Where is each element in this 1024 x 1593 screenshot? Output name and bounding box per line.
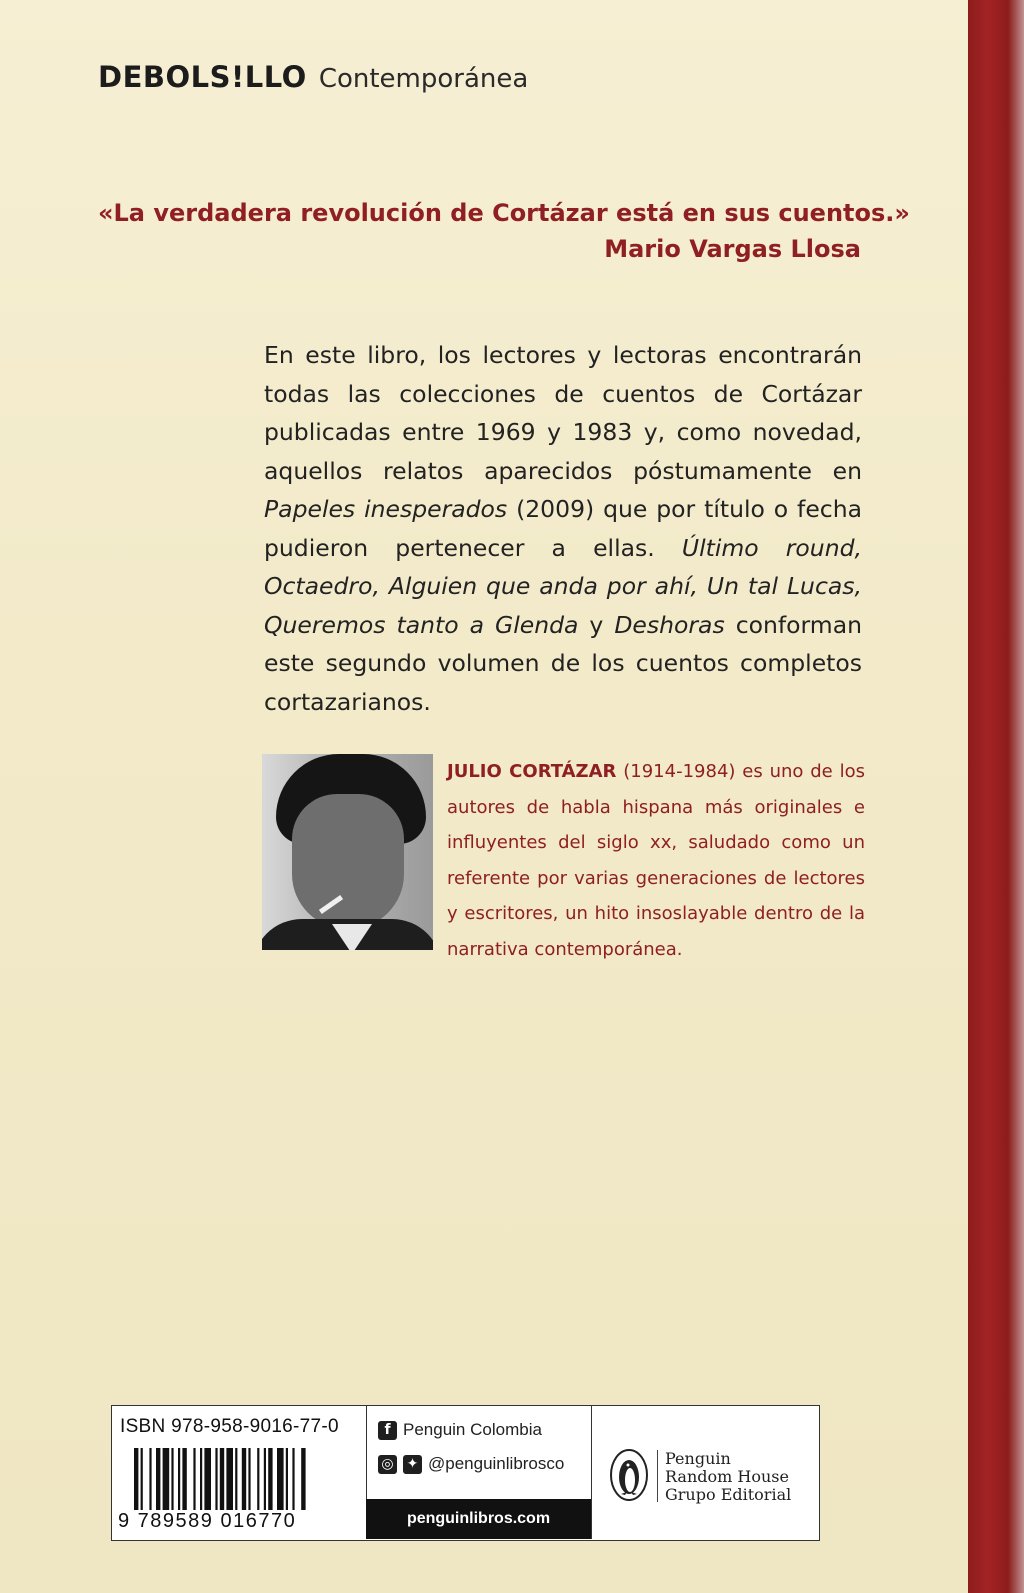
barcode-bar bbox=[235, 1448, 237, 1510]
barcode-bar bbox=[193, 1448, 195, 1510]
barcode-bar bbox=[156, 1448, 160, 1510]
barcode bbox=[134, 1448, 354, 1510]
barcode-bar bbox=[163, 1448, 170, 1510]
publisher-line-3: Grupo Editorial bbox=[665, 1485, 792, 1504]
facebook-row[interactable] bbox=[378, 1420, 542, 1440]
quote-text: «La verdadera revolución de Cortázar está en sus cuentos.» bbox=[98, 199, 910, 227]
barcode-bar bbox=[248, 1448, 250, 1510]
barcode-bar bbox=[134, 1448, 138, 1510]
barcode-bar bbox=[171, 1448, 173, 1510]
facebook-icon: f bbox=[378, 1421, 397, 1440]
social-box bbox=[366, 1406, 592, 1539]
isbn-box bbox=[112, 1406, 367, 1539]
description-text: y bbox=[578, 610, 615, 639]
barcode-bar bbox=[149, 1448, 151, 1510]
barcode-bar bbox=[242, 1448, 246, 1510]
facebook-label: Penguin Colombia bbox=[403, 1420, 542, 1439]
author-bio-text: (1914-1984) es uno de los autores de habla hispana más originales e influyentes del siglo xx, saludado como un referente por varias generaciones de lectores y escritores, un hito insoslayable dentro de la narrativa contemporánea. bbox=[447, 761, 865, 960]
barcode-panel bbox=[111, 1405, 820, 1541]
book-titles-list: Último round, Octaedro, Alguien que anda por ahí, Un tal Lucas, Queremos tanto a Glenda bbox=[264, 533, 862, 639]
barcode-bar bbox=[277, 1448, 284, 1510]
penguin-logo-icon bbox=[609, 1448, 649, 1502]
barcode-bar bbox=[204, 1448, 211, 1510]
publisher-name bbox=[665, 1450, 791, 1504]
brand-name: DEBOLS!LLO bbox=[98, 60, 307, 94]
barcode-bar bbox=[220, 1448, 224, 1510]
website-link[interactable]: penguinlibros.com bbox=[366, 1499, 591, 1539]
spine-edge bbox=[1008, 0, 1024, 1593]
quote-author: Mario Vargas Llosa bbox=[604, 235, 861, 263]
book-title-ref: Deshoras bbox=[614, 610, 725, 639]
author-bio bbox=[447, 754, 865, 967]
barcode-bar bbox=[268, 1448, 272, 1510]
barcode-bar bbox=[178, 1448, 180, 1510]
description-text: conforman este segundo volumen de los cuentos completos cortazarianos. bbox=[264, 610, 862, 716]
pull-quote bbox=[98, 196, 910, 266]
instagram-icon: ◎ bbox=[378, 1455, 397, 1474]
barcode-bar bbox=[200, 1448, 202, 1510]
description-text: (2009) que por título o fecha pudieron pertenecer a ellas. bbox=[264, 495, 862, 562]
barcode-bar bbox=[141, 1448, 143, 1510]
publisher-logo-box bbox=[591, 1406, 819, 1539]
barcode-bar bbox=[215, 1448, 217, 1510]
social-handle-row[interactable] bbox=[378, 1454, 564, 1474]
book-title-ref: Papeles inesperados bbox=[264, 495, 508, 523]
barcode-bar bbox=[264, 1448, 266, 1510]
barcode-bar bbox=[257, 1448, 259, 1510]
twitter-icon: ✦ bbox=[403, 1455, 422, 1474]
barcode-bar bbox=[286, 1448, 288, 1510]
isbn-number: ISBN 978-958-9016-77-0 bbox=[120, 1416, 339, 1437]
barcode-bar bbox=[292, 1448, 294, 1510]
social-handle: @penguinlibrosco bbox=[428, 1454, 565, 1473]
book-description bbox=[264, 336, 862, 721]
description-paragraph bbox=[264, 336, 862, 721]
logo-divider bbox=[657, 1450, 658, 1502]
barcode-bar bbox=[182, 1448, 186, 1510]
photo-face bbox=[292, 794, 404, 929]
publisher-line-2: Random House bbox=[665, 1467, 789, 1486]
author-name: JULIO CORTÁZAR bbox=[447, 761, 617, 782]
publisher-brand bbox=[98, 60, 528, 100]
collection-name: Contemporánea bbox=[318, 64, 529, 94]
description-text: En este libro, los lectores y lectoras encontrarán todas las colecciones de cuentos de Cortázar publicadas entre 1969 y 1983 y, como novedad, aquellos relatos aparecidos póstumamente en bbox=[264, 341, 862, 485]
author-photo bbox=[262, 754, 433, 950]
barcode-bar bbox=[301, 1448, 305, 1510]
publisher-line-1: Penguin bbox=[665, 1449, 731, 1468]
barcode-bar bbox=[226, 1448, 233, 1510]
barcode-digits: 9 789589 016770 bbox=[118, 1510, 297, 1532]
